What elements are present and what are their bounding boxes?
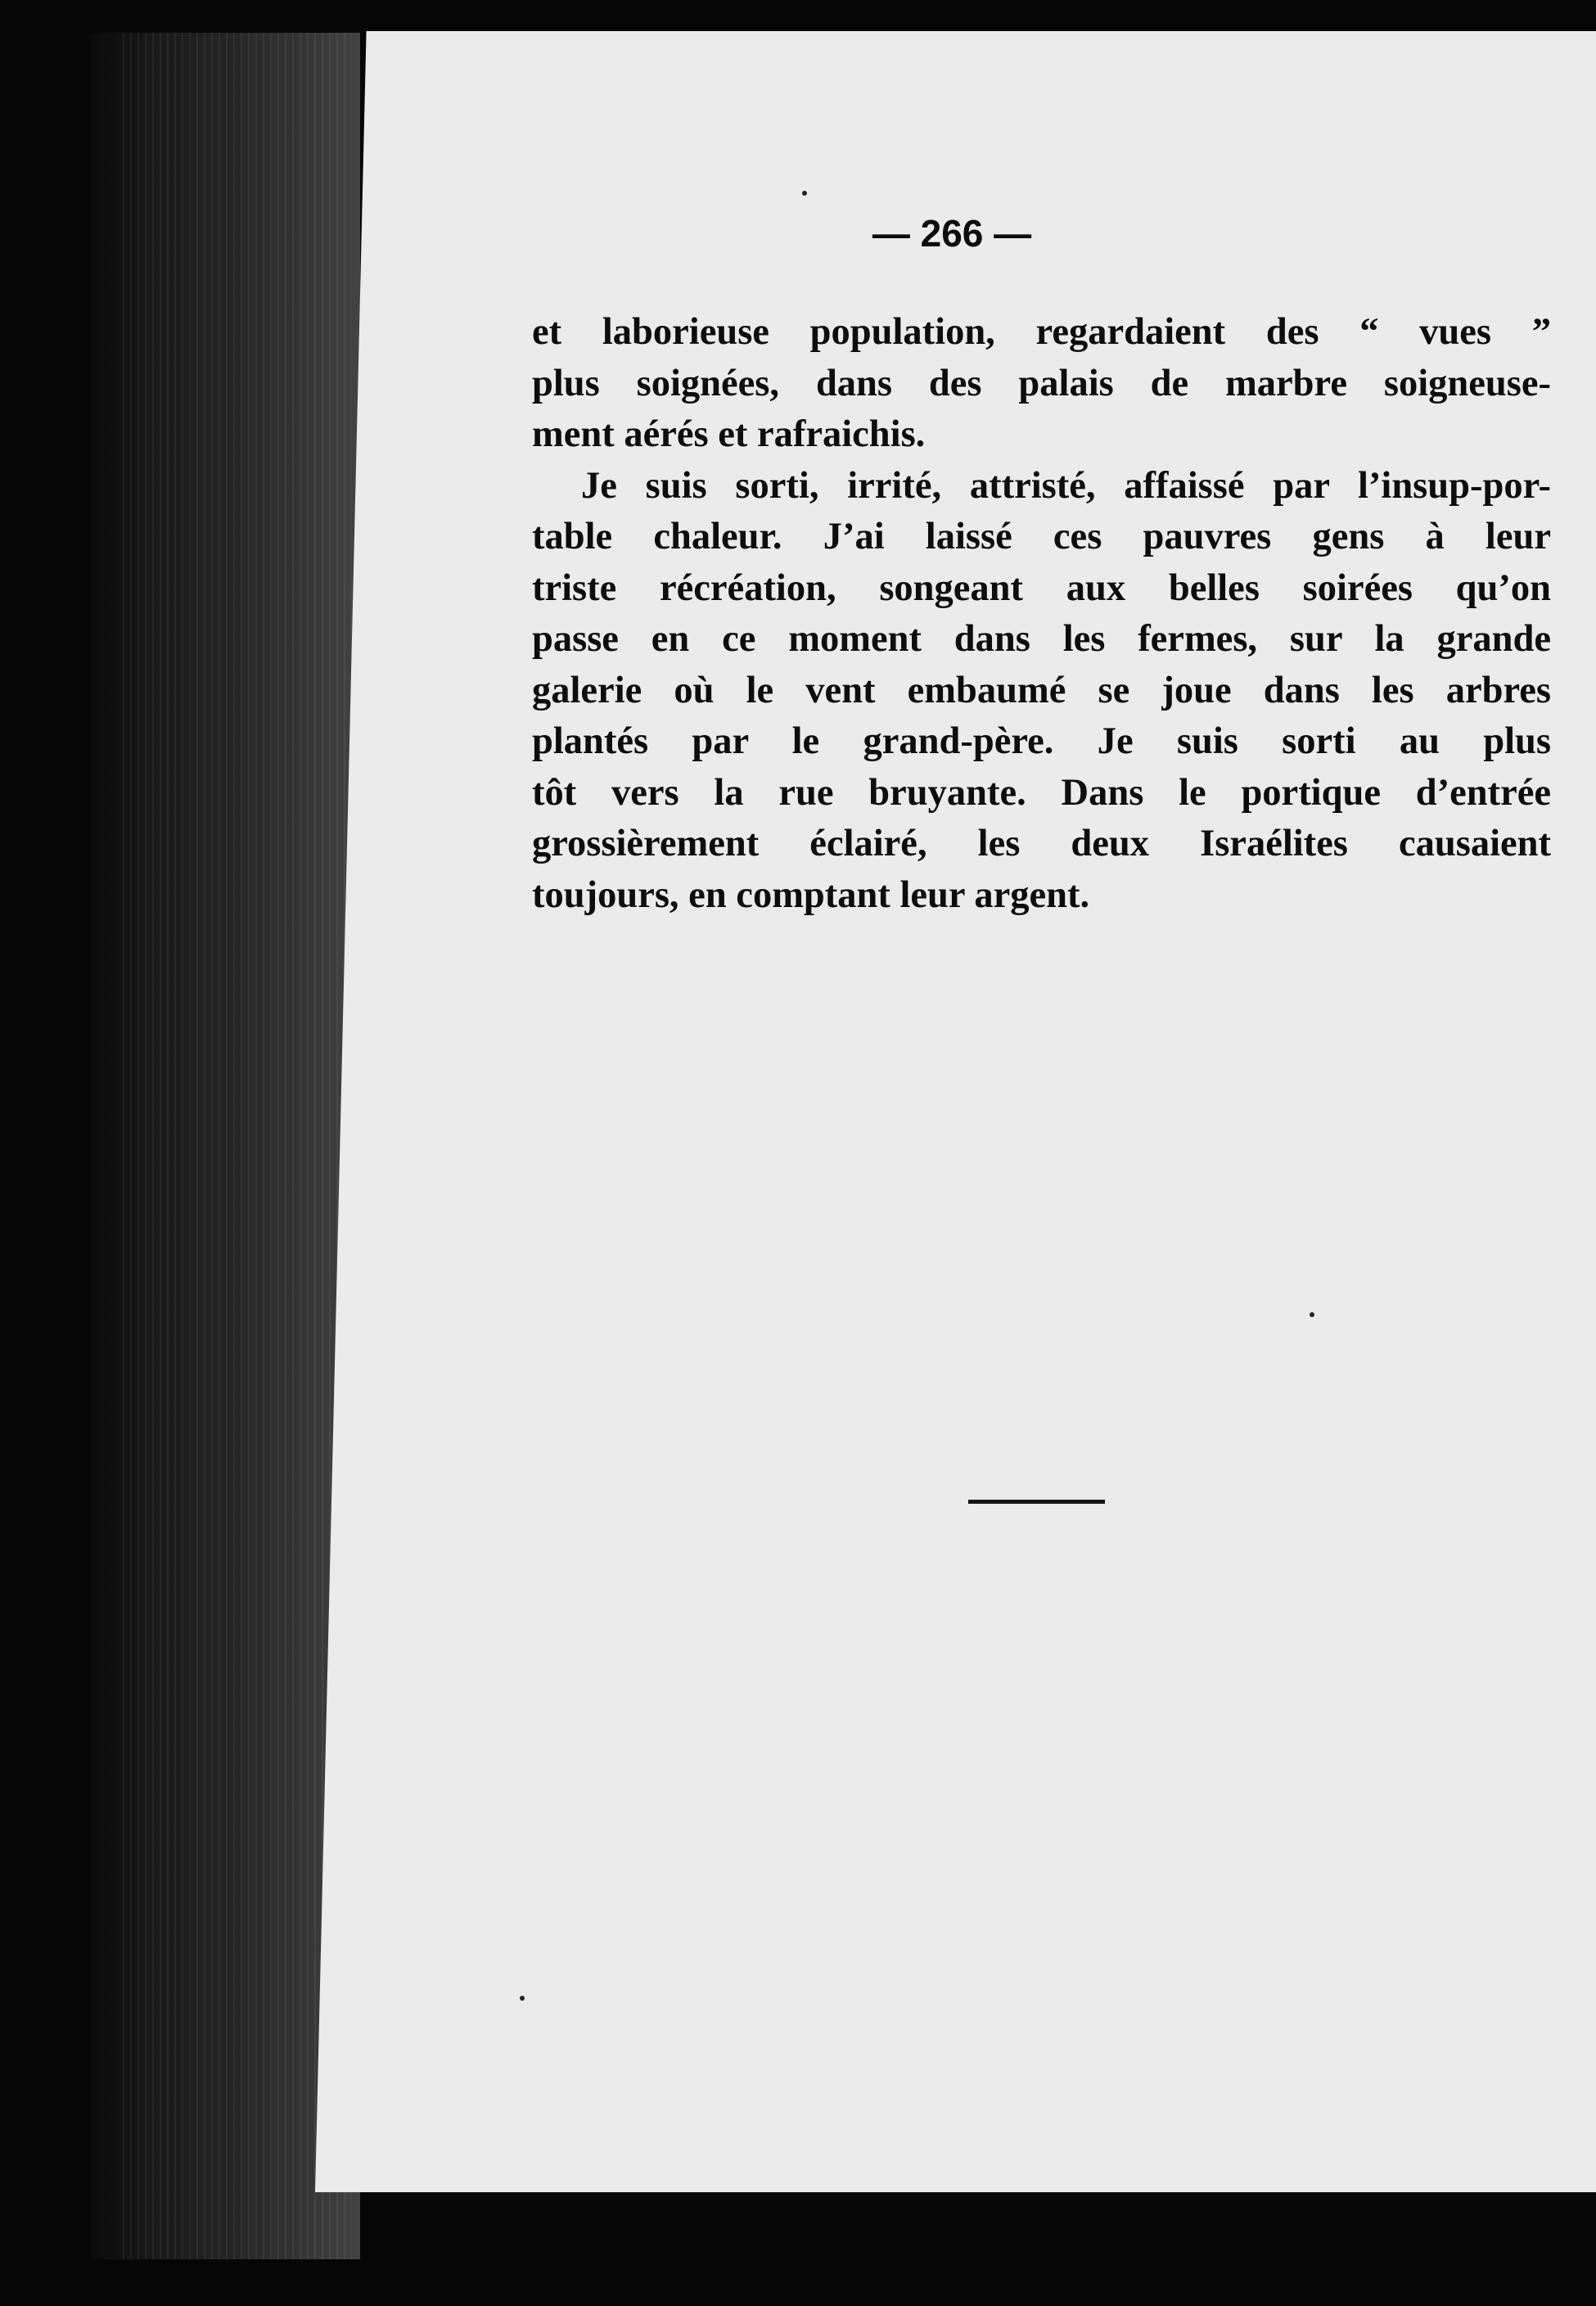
text-line: plantés par le grand-père. Je suis sorti au plus: [532, 720, 1551, 762]
text-line: plus soignées, dans des palais de marbre soigneuse-: [532, 362, 1551, 404]
text-line: et laborieuse population, regardaient des “ vues ”: [532, 311, 1551, 353]
end-rule: [968, 1500, 1105, 1504]
body-text: [532, 307, 1551, 921]
text-line: tôt vers la rue bruyante. Dans le portique d’entrée: [532, 771, 1551, 814]
text-line: triste récréation, songeant aux belles soirées qu’on: [532, 566, 1551, 609]
paragraph: [532, 461, 1551, 922]
text-line: galerie où le vent embaumé se joue dans les arbres: [532, 669, 1551, 711]
paragraph: [532, 307, 1551, 461]
text-line: ment aérés et rafraichis.: [532, 413, 926, 455]
text-line: toujours, en comptant leur argent.: [532, 873, 1090, 916]
paper-speck: [802, 191, 807, 196]
text-line: grossièrement éclairé, les deux Israélites causaient: [532, 823, 1551, 864]
paper-speck: [520, 1996, 525, 2001]
binding-texture: [123, 33, 352, 2259]
text-line: passe en ce moment dans les fermes, sur la grande: [532, 618, 1551, 660]
text-line: table chaleur. J’ai laissé ces pauvres gens à leur: [532, 516, 1551, 557]
page-number: — 266 —: [872, 212, 1032, 255]
text-line: Je suis sorti, irrité, attristé, affaissé par l’insup-por-: [581, 464, 1551, 507]
paper-speck: [1310, 1312, 1314, 1317]
